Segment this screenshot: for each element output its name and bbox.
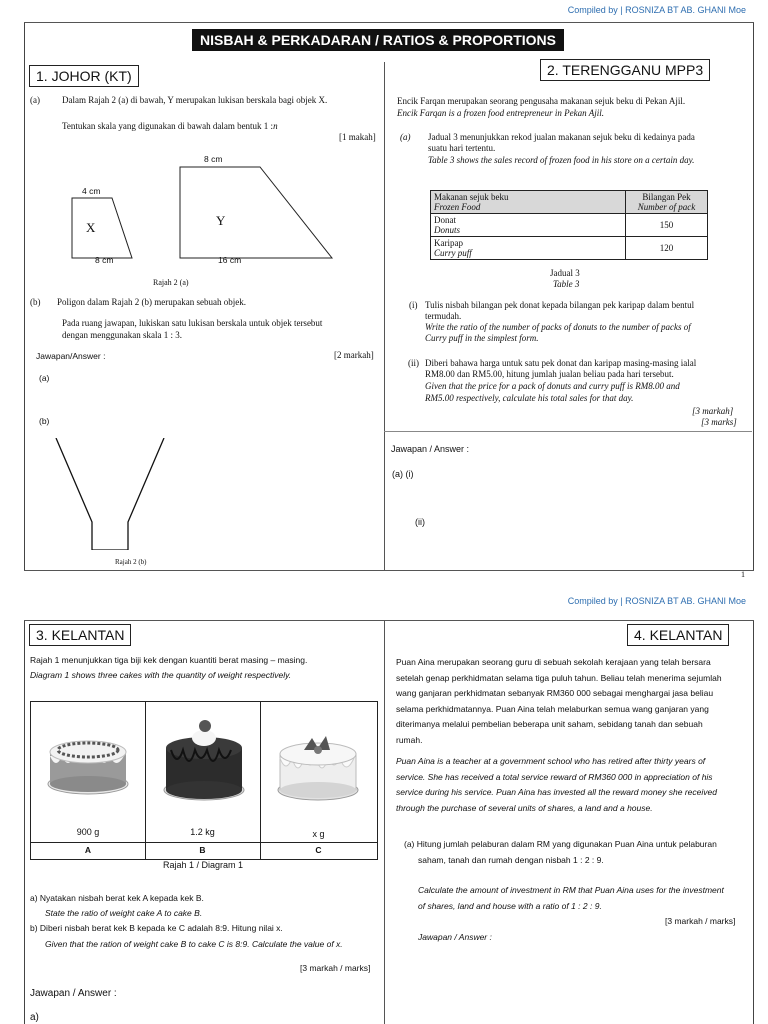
- q3-answer-a: a): [30, 1012, 39, 1023]
- cake-a-letter: A: [84, 845, 92, 855]
- shape-y-label: Y: [216, 213, 226, 228]
- q2-part-a-text-1: Jadual 3 menunjukkan rekod jualan makanan sejuk beku di kedainya pada: [428, 132, 695, 142]
- sales-table: [430, 190, 708, 260]
- shape-x-bottom-length: 8 cm: [95, 255, 114, 265]
- compiled-by-header: Compiled by | ROSNIZA BT AB. GHANI Moe: [567, 5, 746, 15]
- q2-part-a-text-2: suatu hari tertentu.: [428, 143, 496, 153]
- q2-part-i-text-2: termudah.: [425, 311, 462, 321]
- shape-y-top-length: 8 cm: [204, 154, 223, 164]
- q2-part-i-text-en-2: Curry puff in the simplest form.: [425, 333, 539, 343]
- question-4-label: 4. KELANTAN: [627, 624, 729, 646]
- q2-part-ii-text-1: Diberi bahawa harga untuk satu pek donat dan karipap masing-masing ialal: [425, 358, 697, 368]
- q1-part-a-marks: [1 makah]: [339, 132, 376, 142]
- q2-marks-en: [3 marks]: [701, 417, 737, 427]
- q3-intro-ms: Rajah 1 menunjukkan tiga biji kek dengan kuantiti berat masing – masing.: [30, 655, 308, 665]
- q1-part-b-marker: (b): [30, 297, 41, 307]
- q4-part-a-en-1: Calculate the amount of investment in RM that Puan Aina uses for the investment: [418, 885, 724, 895]
- q1-part-a-marker: (a): [30, 95, 40, 105]
- q2-intro-ms: Encik Farqan merupakan seorang pengusaha makanan sejuk beku di Pekan Ajil.: [397, 96, 686, 106]
- q3-part-a-en: State the ratio of weight cake A to cake B.: [45, 908, 203, 918]
- q1-answer-label: Jawapan/Answer :: [36, 351, 106, 361]
- q2-part-a-text-en: Table 3 shows the sales record of frozen food in his store on a certain day.: [428, 155, 695, 165]
- cake-a-image: [45, 728, 131, 804]
- diagram-1-caption: Rajah 1 / Diagram 1: [163, 860, 244, 870]
- q4-part-a-ms-2: saham, tanah dan rumah dengan nisbah 1 : 2 : 9.: [418, 855, 604, 865]
- sales-table-row: Donat Donuts 150: [431, 214, 708, 237]
- sales-table-header: Makanan sejuk beku Frozen Food Bilangan Pek Number of pack: [431, 191, 708, 214]
- question-2-label: 2. TERENGGANU MPP3: [540, 59, 710, 81]
- page-title: NISBAH & PERKADARAN / RATIOS & PROPORTIONS: [192, 29, 564, 51]
- polygon-object: [56, 438, 164, 550]
- q1-part-b-instruction-2: dengan menggunakan skala 1 : 3.: [62, 330, 182, 340]
- q1-answer-a: (a): [39, 373, 50, 383]
- q4-part-a-ms-1: (a) Hitung jumlah pelaburan dalam RM yang digunakan Puan Aina untuk pelaburan: [404, 839, 717, 849]
- table-3-caption-ms: Jadual 3: [550, 268, 580, 278]
- table-3-caption-en: Table 3: [553, 279, 580, 289]
- q3-part-b-ms: b) Diberi nisbah berat kek B kepada ke C adalah 8:9. Hitung nilai x.: [30, 923, 283, 933]
- q2-part-a-marker: (a): [400, 132, 411, 142]
- question-3-label: 3. KELANTAN: [29, 624, 131, 646]
- shape-x-top-length: 4 cm: [82, 186, 101, 196]
- q2-intro-en: Encik Farqan is a frozen food entrepreneur in Pekan Ajil.: [397, 108, 604, 118]
- cake-c-letter: C: [315, 845, 322, 855]
- question-1-label: 1. JOHOR (KT): [29, 65, 139, 87]
- q2-part-i-marker: (i): [409, 300, 418, 310]
- q2-part-ii-text-2: RM8.00 dan RM5.00, hitung jumlah jualan beliau pada hari tersebut.: [425, 369, 674, 379]
- q1-part-b-instruction-1: Pada ruang jawapan, lukiskan satu lukisan berskala untuk objek tersebut: [62, 318, 323, 328]
- q4-marks: [3 markah / marks]: [665, 916, 736, 926]
- q2-answer-label: Jawapan / Answer :: [391, 444, 470, 454]
- q1-part-a-instruction: Tentukan skala yang digunakan di bawah dalam bentuk 1 :n: [62, 121, 278, 131]
- q2-part-i-text-en-1: Write the ratio of the number of packs of donuts to the number of packs of: [425, 322, 691, 332]
- sales-table-row: Karipap Curry puff 120: [431, 237, 708, 260]
- cake-c-weight: x g: [312, 829, 325, 839]
- q2-part-i-text-1: Tulis nisbah bilangan pek donat kepada bilangan pek karipap dalam bentul: [425, 300, 695, 310]
- q2-part-ii-marker: (ii): [408, 358, 419, 368]
- q4-paragraph-en: Puan Aina is a teacher at a government school who has retired after thirty years of service. She has received a total service reward of RM360 000 in appreciation of his service during his service. Puan Aina has invested all the reward money she received through the purchase of several units of shares, a land and a house.: [396, 756, 717, 813]
- q3-intro-en: Diagram 1 shows three cakes with the quantity of weight respectively.: [30, 670, 292, 680]
- q1-part-a-text: Dalam Rajah 2 (a) di bawah, Y merupakan lukisan berskala bagi objek X.: [62, 95, 328, 105]
- cake-c-image: [274, 720, 362, 806]
- polygon-object-grid: [44, 438, 196, 550]
- compiled-by-header-2: Compiled by | ROSNIZA BT AB. GHANI Moe: [567, 596, 746, 606]
- figure-2a-caption: Rajah 2 (a): [153, 278, 189, 287]
- q3-part-b-en: Given that the ration of weight cake B to cake C is 8:9. Calculate the value of x.: [45, 939, 343, 949]
- q4-part-a-en-2: of shares, land and house with a ratio of 1 : 2 : 9.: [418, 901, 602, 911]
- trapezium-x: [72, 198, 132, 258]
- q3-marks: [3 markah / marks]: [300, 963, 371, 973]
- trapezium-y: [180, 167, 332, 258]
- shape-x-label: X: [86, 220, 96, 235]
- page-number: 1: [741, 570, 745, 579]
- cake-a-weight: 900 g: [76, 827, 100, 837]
- q2-answer-a-i: (a) (i): [392, 469, 414, 479]
- cake-diagram: [30, 701, 378, 860]
- q1-part-b-marks: [2 markah]: [334, 350, 374, 360]
- cake-b-letter: B: [199, 845, 206, 855]
- cake-b-image: [159, 710, 249, 806]
- q2-part-ii-text-en-2: RM5.00 respectively, calculate his total sales for that day.: [425, 393, 634, 403]
- figure-2b-caption: Rajah 2 (b): [115, 558, 147, 566]
- q3-answer-label: Jawapan / Answer :: [30, 988, 117, 999]
- q2-answer-ii: (ii): [415, 517, 425, 527]
- q2-part-ii-text-en-1: Given that the price for a pack of donuts and curry puff is RM8.00 and: [425, 381, 680, 391]
- q1-part-b-text: Poligon dalam Rajah 2 (b) merupakan sebuah objek.: [57, 297, 246, 307]
- q3-part-a-ms: a) Nyatakan nisbah berat kek A kepada kek B.: [30, 893, 204, 903]
- q4-answer-label: Jawapan / Answer :: [418, 932, 492, 942]
- q1-answer-b: (b): [39, 416, 50, 426]
- shape-y-bottom-length: 16 cm: [218, 255, 242, 265]
- q4-paragraph-ms: Puan Aina merupakan seorang guru di sebuah sekolah kerajaan yang telah bersara setelah genap perkhidmatan selama tiga puluh tahun. Beliau telah menerima sejumlah wang ganjaran perkhidmatan sebanyak RM360 000 sebagai menghargai jasa beliau selama perkhidmatannya. Puan Aina telah melaburkan semua wang ganjaran yang diterimanya melalui pembelian beberapa unit saham, sebidang tanah dan sebuah rumah.: [396, 657, 722, 745]
- q2-marks-ms: [3 markah]: [692, 406, 734, 416]
- answer-grid[interactable]: [206, 438, 358, 550]
- cake-b-weight: 1.2 kg: [190, 827, 215, 837]
